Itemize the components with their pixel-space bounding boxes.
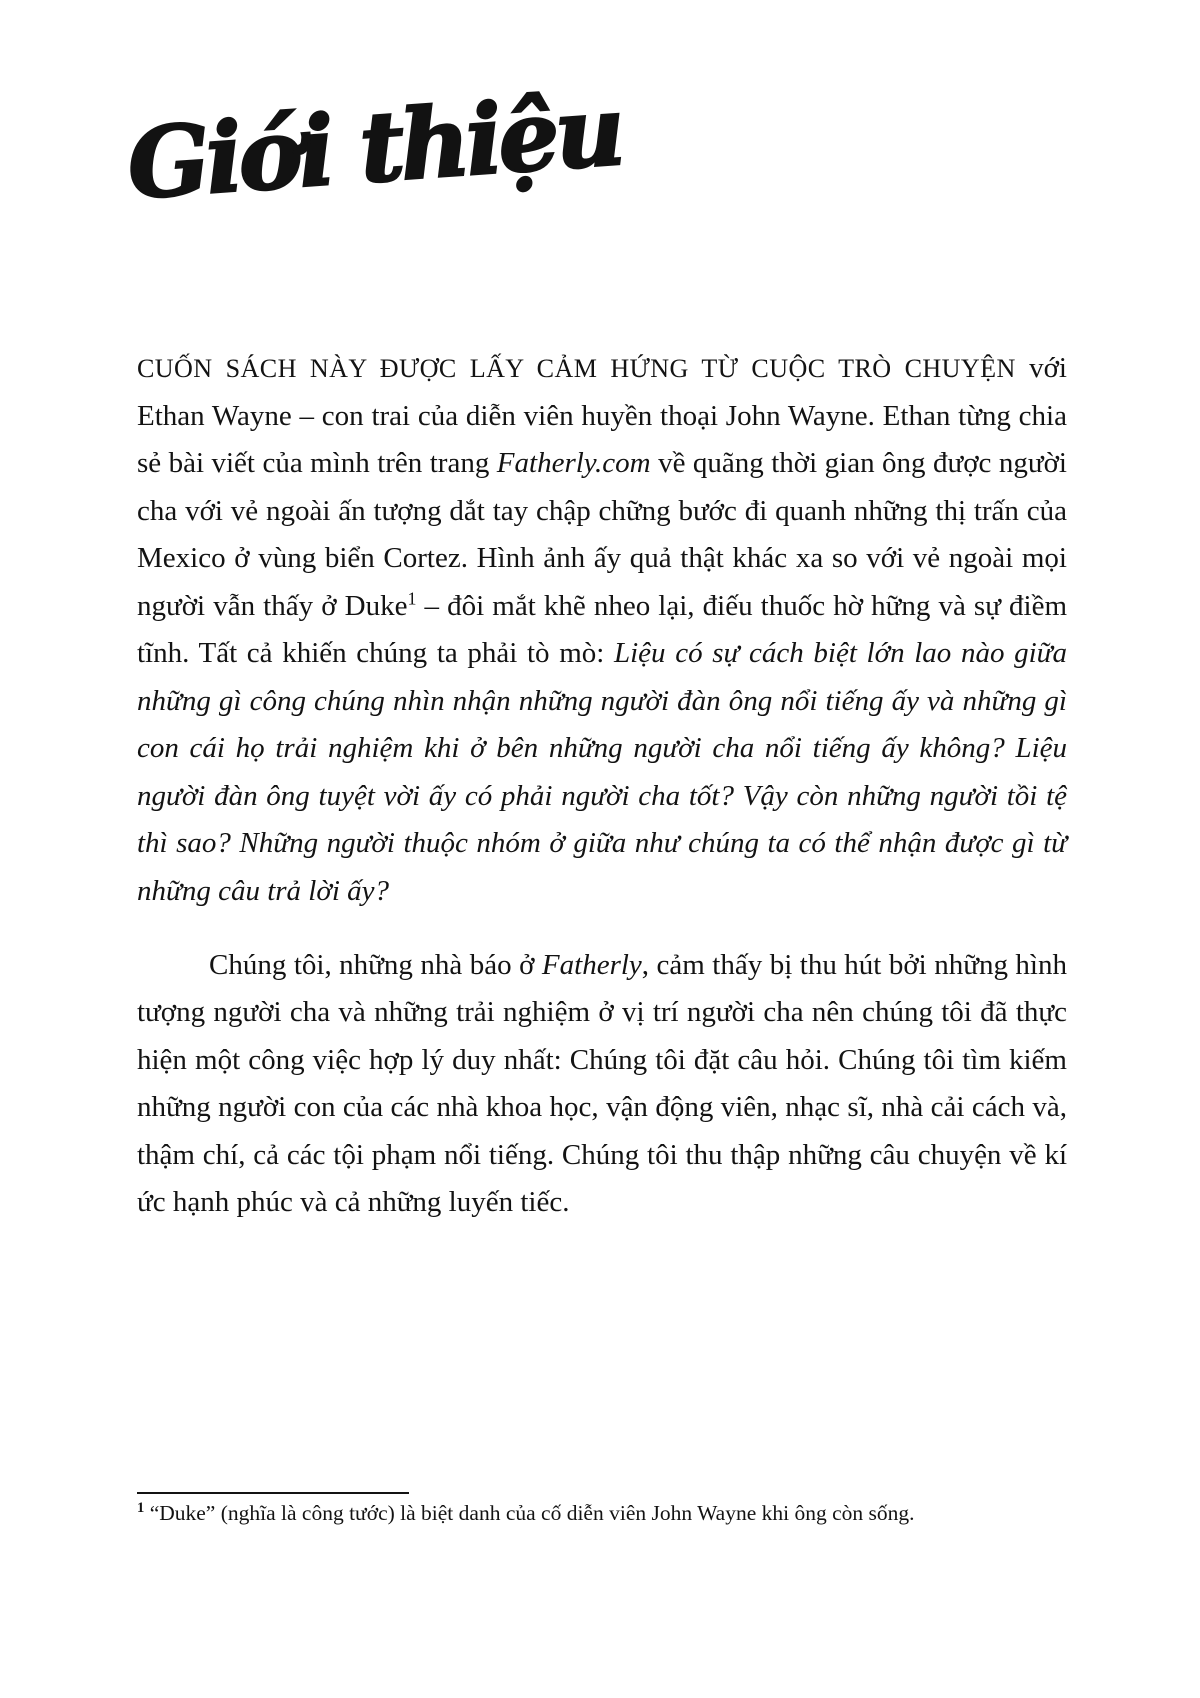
- footnote-ref-marker: 1: [407, 588, 417, 609]
- fatherly-italic: Fatherly: [541, 948, 642, 981]
- para1-run-3: – đôi mắt khẽ nheo lại, điếu thuốc hờ hững và sự điềm tĩnh. Tất cả khiến chúng ta phải tò mò:: [137, 589, 1067, 670]
- lead-in-caps: CUỐN SÁCH NÀY ĐƯỢC LẤY CẢM HỨNG TỪ CUỘC TRÒ CHUYỆN: [137, 354, 1016, 383]
- paragraph-2: [137, 942, 1067, 1227]
- para2-run-1: Chúng tôi, những nhà báo ở: [209, 948, 542, 981]
- para1-run-2: về quãng thời gian ông được người cha với vẻ ngoài ấn tượng dắt tay chập chững bước đi quanh những thị trấn của Mexico ở vùng biển Cortez. Hình ảnh ấy quả thật khác xa so với vẻ ngoài mọi người vẫn thấy ở Duke: [137, 447, 1067, 622]
- footnote-body: “Duke” (nghĩa là công tước) là biệt danh của cố diễn viên John Wayne khi ông còn sống.: [144, 1501, 915, 1525]
- fatherly-com-italic: Fatherly.com: [496, 447, 651, 480]
- para2-run-2: , cảm thấy bị thu hút bởi những hình tượng người cha và những trải nghiệm ở vị trí người cha nên chúng tôi đã thực hiện một công việc hợp lý duy nhất: Chúng tôi đặt câu hỏi. Chúng tôi tìm kiếm những người con của các nhà khoa học, vận động viên, nhạc sĩ, nhà cải cách và, thậm chí, cả các tội phạm nổi tiếng. Chúng tôi thu thập những câu chuyện về kí ức hạnh phúc và cả những luyến tiếc.: [137, 948, 1067, 1219]
- footnote-text: [137, 1499, 1067, 1528]
- page-title: Giới thiệu: [124, 73, 625, 221]
- para1-run-1: với Ethan Wayne – con trai của diễn viên huyền thoại John Wayne. Ethan từng chia sẻ bài viết của mình trên trang: [137, 352, 1067, 480]
- body-text: [137, 345, 1067, 1227]
- footnote-area: [137, 1492, 1067, 1528]
- paragraph-1: [137, 345, 1067, 916]
- rhetorical-questions-italic: Liệu có sự cách biệt lớn lao nào giữa những gì công chúng nhìn nhận những người đàn ông nổi tiếng ấy và những gì con cái họ trải nghiệm khi ở bên những người cha nổi tiếng ấy không? Liệu người đàn ông tuyệt vời ấy có phải người cha tốt? Vậy còn những người tồi tệ thì sao? Những người thuộc nhóm ở giữa như chúng ta có thể nhận được gì từ những câu trả lời ấy?: [137, 637, 1067, 908]
- footnote-divider: [137, 1492, 409, 1494]
- footnote-number: 1: [137, 1499, 145, 1516]
